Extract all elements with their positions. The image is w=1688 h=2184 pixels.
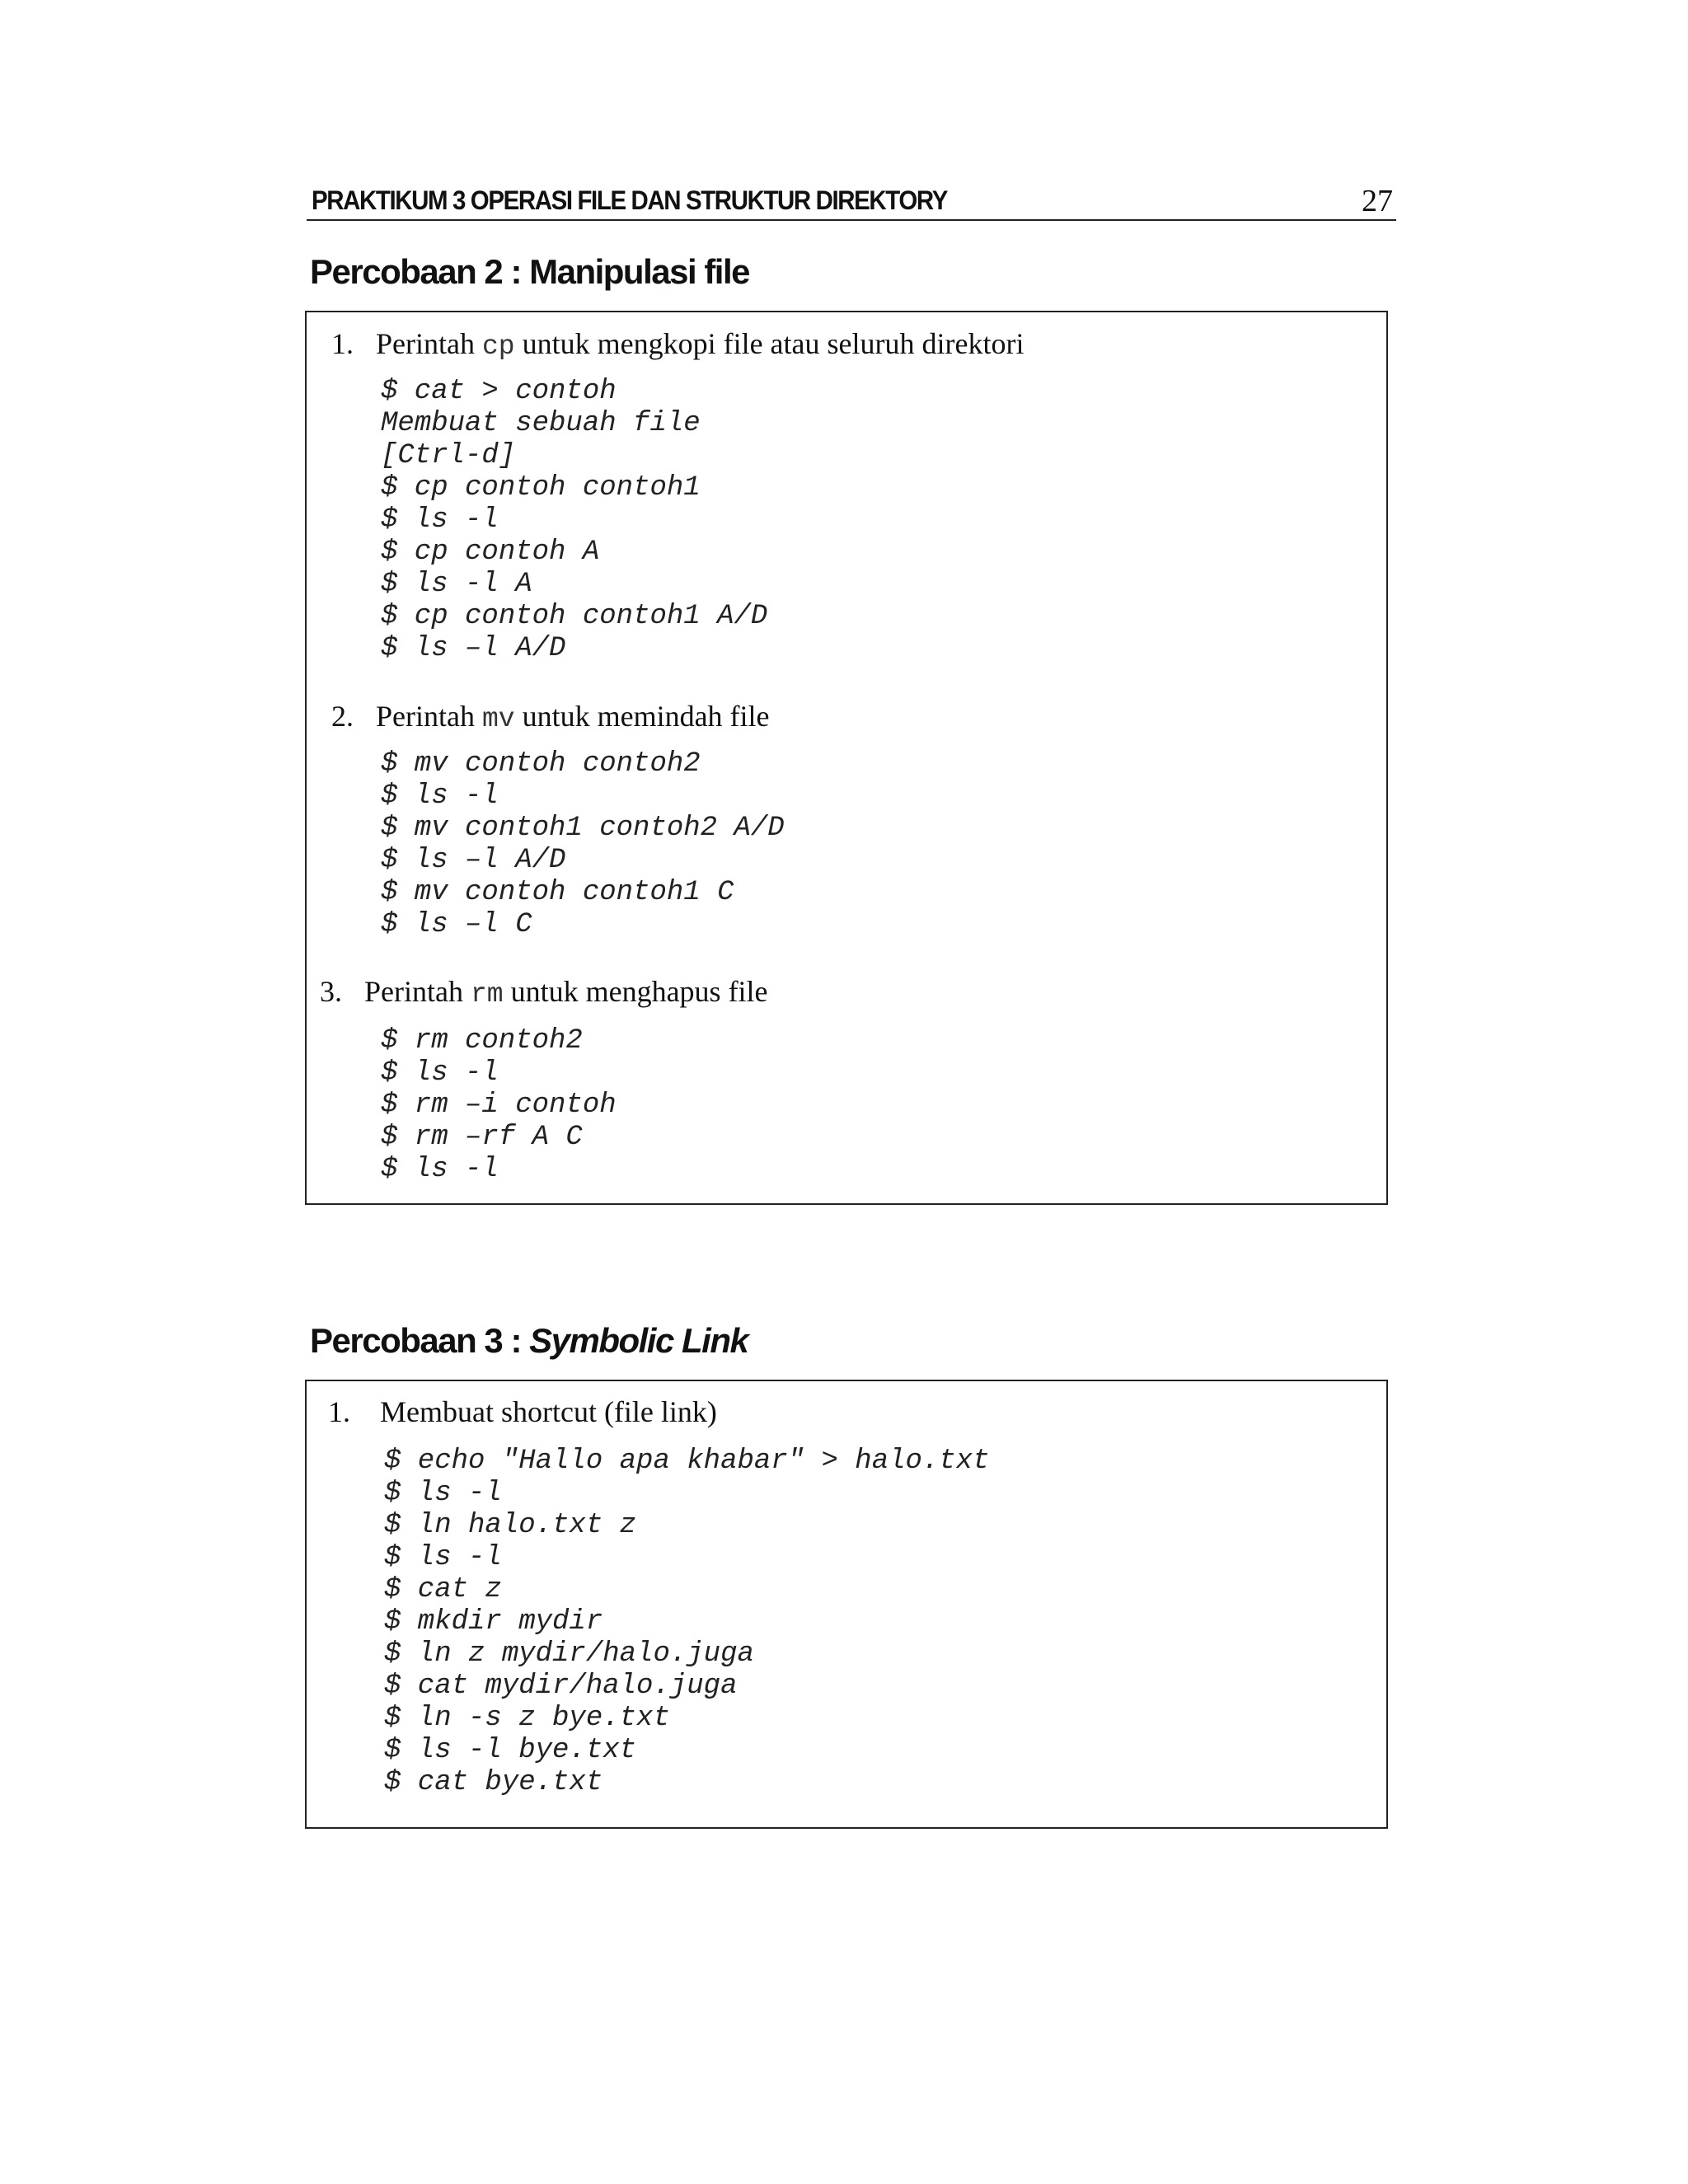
code-line: $ ln -s z bye.txt [384, 1703, 670, 1734]
code-line: $ cat z [384, 1574, 502, 1605]
code-line: $ ls -l [384, 1542, 502, 1573]
item-number: 1. [331, 327, 354, 360]
command-mv: mv [481, 704, 515, 734]
code-line: $ ls -l bye.txt [384, 1735, 637, 1766]
item-text-before: Perintah [364, 975, 463, 1008]
item-mv-title [331, 699, 770, 734]
item-link-title [328, 1394, 717, 1429]
code-line: $ mv contoh contoh1 C [381, 877, 734, 908]
code-line: $ cat > contoh [381, 376, 617, 407]
page-header [307, 183, 1396, 221]
code-block-cp [381, 376, 767, 665]
code-line: $ mv contoh contoh2 [381, 748, 701, 780]
code-line: $ ls -l [381, 780, 499, 812]
code-line: $ echo "Hallo apa khabar" > halo.txt [384, 1446, 990, 1477]
code-line: $ cp contoh A [381, 537, 600, 568]
section-heading-percobaan-2: Percobaan 2 : Manipulasi file [310, 252, 749, 291]
item-number: 2. [331, 700, 354, 733]
code-line: $ cat bye.txt [384, 1767, 603, 1798]
heading-emphasis: Symbolic Link [529, 1321, 748, 1360]
code-line: $ rm –i contoh [381, 1090, 617, 1121]
code-line: $ ls -l [381, 1057, 499, 1089]
item-rm-title [320, 974, 768, 1010]
item-text-before: Perintah [376, 327, 475, 360]
code-line: $ cat mydir/halo.juga [384, 1671, 738, 1702]
heading-prefix: Percobaan 3 : [310, 1321, 530, 1360]
code-line: $ ln z mydir/halo.juga [384, 1638, 754, 1670]
code-line: Membuat sebuah file [381, 408, 701, 439]
code-line: $ cp contoh contoh1 [381, 472, 701, 504]
item-text: Membuat shortcut (file link) [380, 1395, 717, 1428]
code-block-link [384, 1446, 990, 1799]
code-line: $ mv contoh1 contoh2 A/D [381, 813, 785, 844]
code-line: $ ls -l A [381, 569, 532, 600]
code-line: $ ls –l C [381, 909, 532, 940]
code-line: $ ls -l [384, 1478, 502, 1509]
command-rm: rm [470, 979, 504, 1010]
code-line: $ mkdir mydir [384, 1606, 603, 1638]
code-line: [Ctrl-d] [381, 440, 516, 471]
item-number: 1. [328, 1395, 350, 1428]
code-line: $ ln halo.txt z [384, 1510, 637, 1541]
code-line: $ rm contoh2 [381, 1025, 583, 1057]
code-block-mv [381, 748, 785, 941]
code-line: $ ls –l A/D [381, 633, 566, 664]
code-line: $ ls -l [381, 1154, 499, 1185]
page-number: 27 [1362, 184, 1393, 218]
command-cp: cp [481, 331, 515, 362]
code-line: $ ls -l [381, 504, 499, 536]
item-text-after: untuk menghapus file [510, 975, 768, 1008]
header-title: PRAKTIKUM 3 OPERASI FILE DAN STRUKTUR DIREKTORY [312, 185, 947, 215]
item-text-after: untuk mengkopi file atau seluruh direktori [522, 327, 1025, 360]
section-heading-percobaan-3 [310, 1321, 748, 1361]
item-number: 3. [320, 975, 342, 1008]
code-line: $ rm –rf A C [381, 1122, 583, 1153]
item-text-after: untuk memindah file [522, 700, 770, 733]
code-block-rm [381, 1025, 617, 1186]
code-line: $ cp contoh contoh1 A/D [381, 601, 768, 632]
item-text-before: Perintah [376, 700, 475, 733]
item-cp-title [331, 326, 1024, 362]
code-line: $ ls –l A/D [381, 845, 566, 876]
